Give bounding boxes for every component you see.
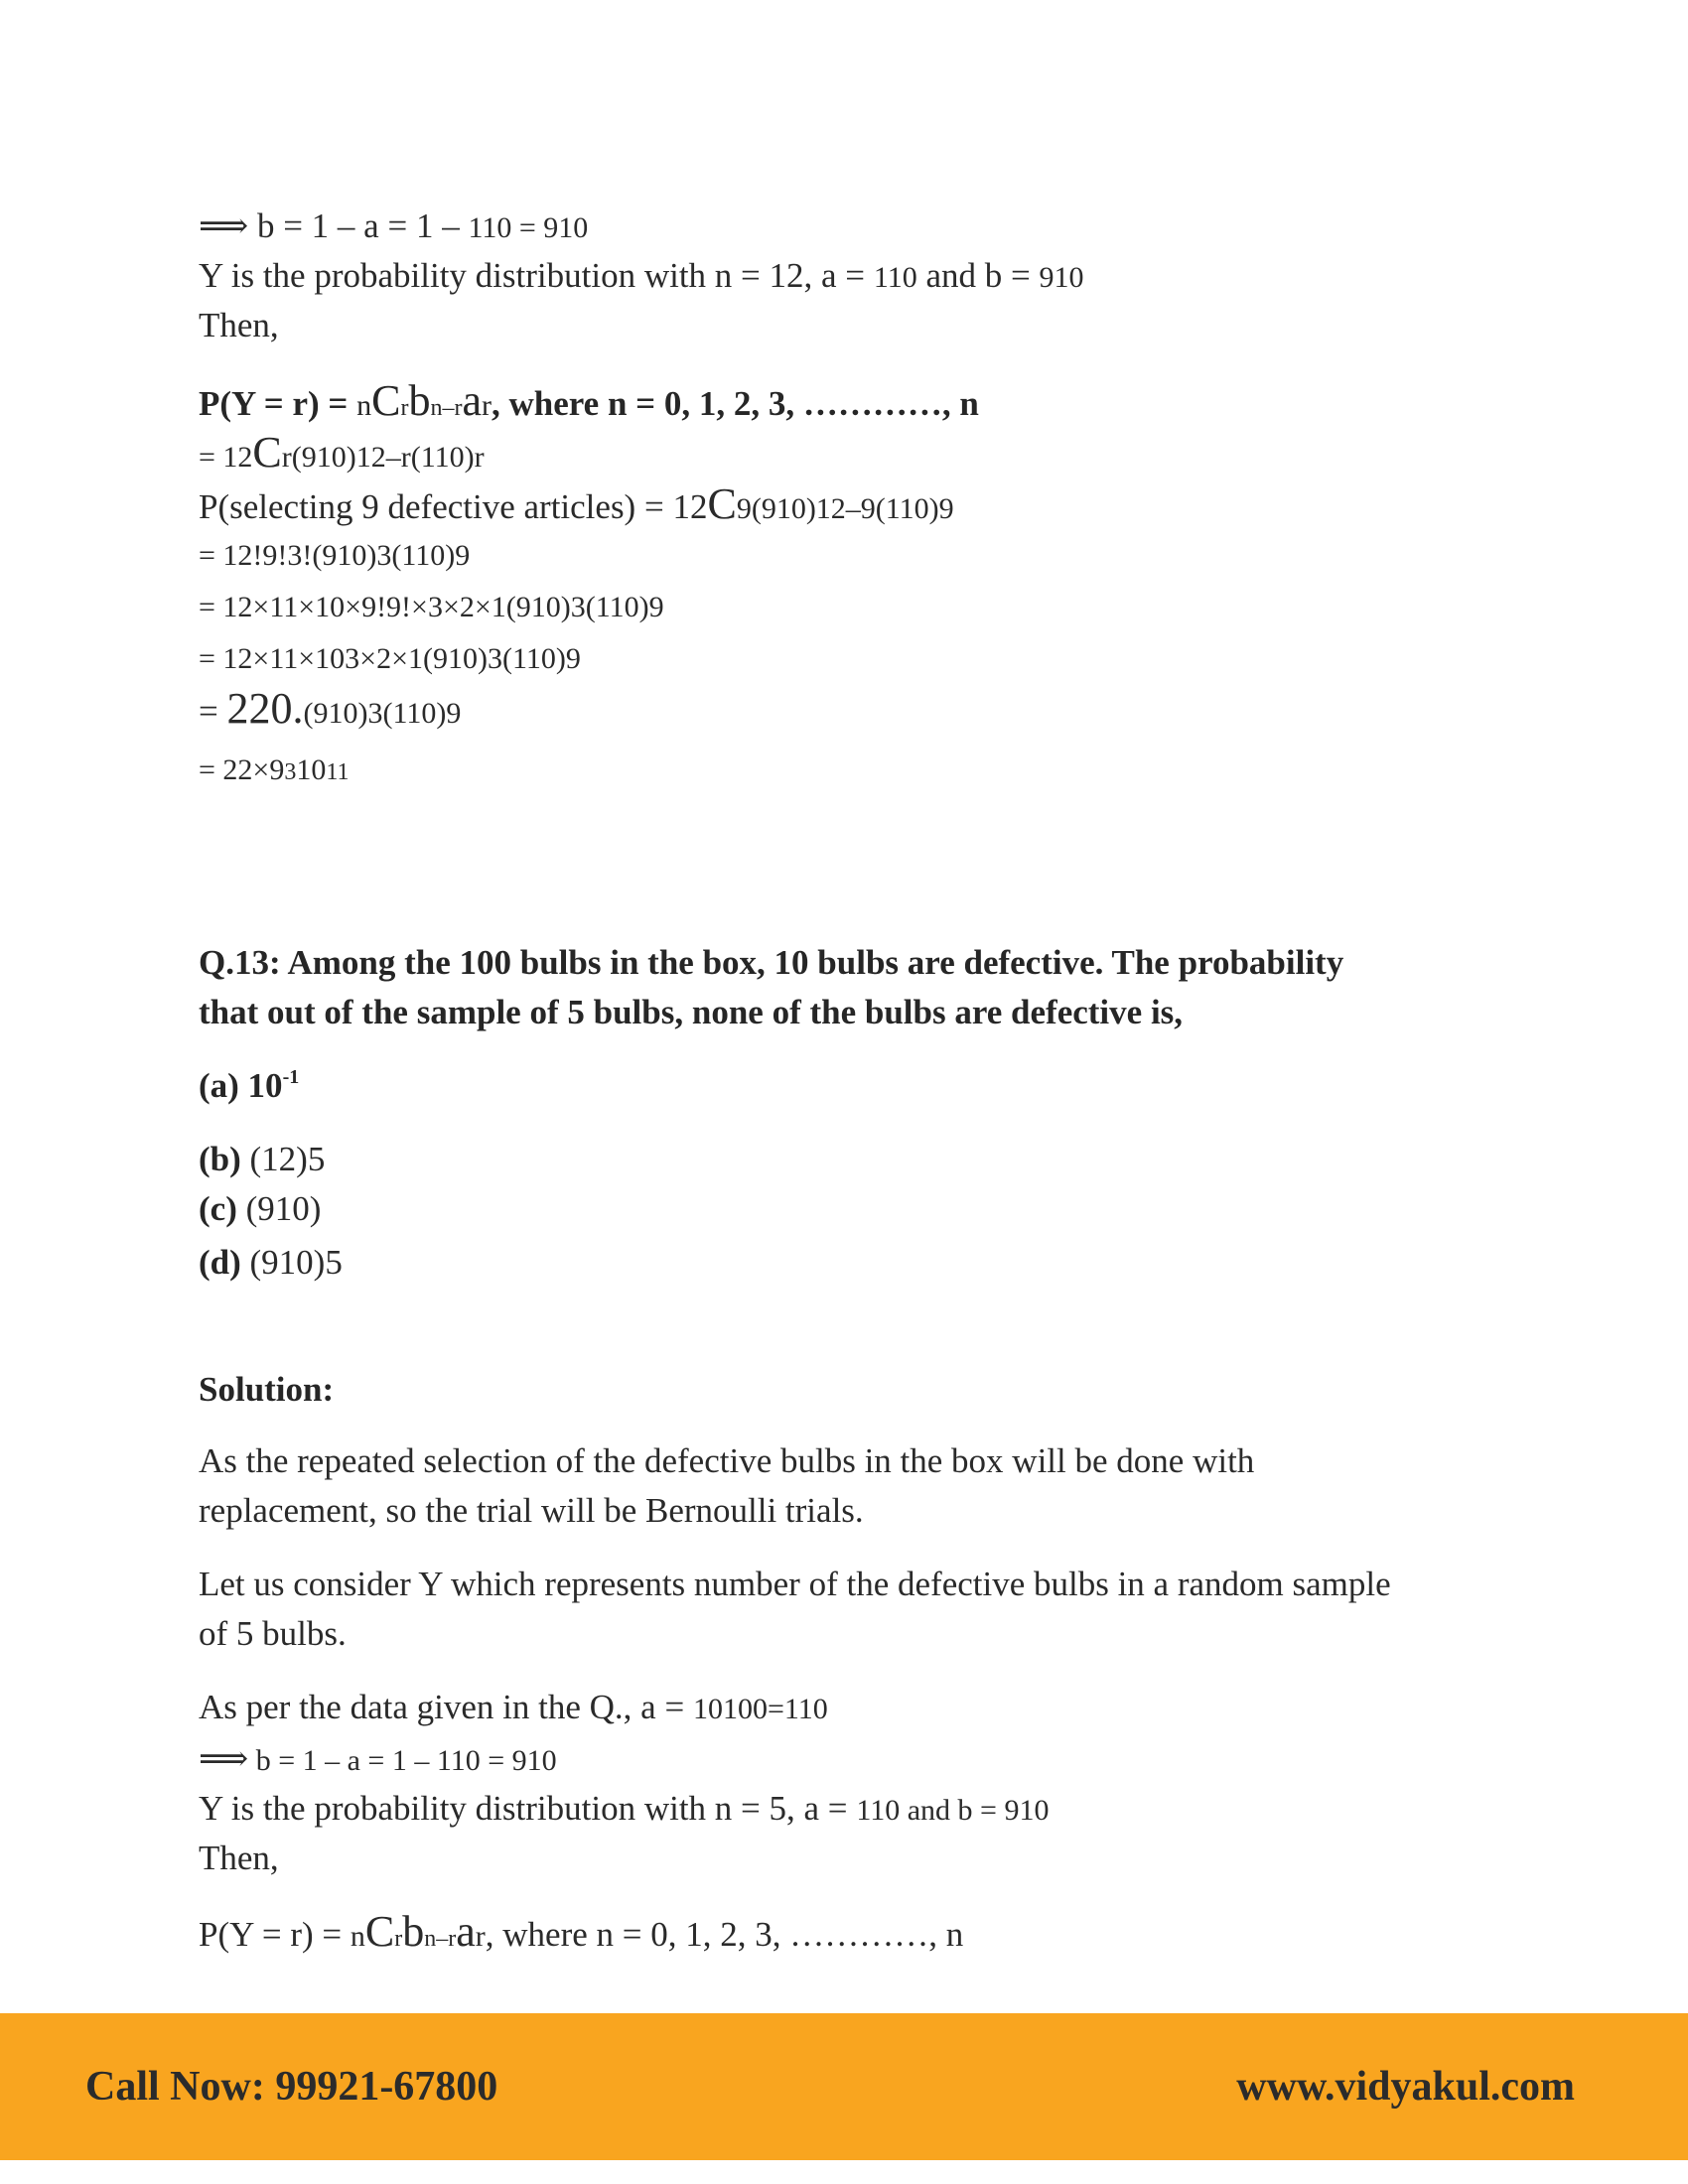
question-line-1: Q.13: Among the 100 bulbs in the box, 10 bulbs are defective. The probability	[199, 943, 1344, 982]
implies-arrow: ⟹	[199, 1739, 249, 1778]
eq-line-1: = 12Cr(910)12–r(110)r	[199, 428, 485, 477]
implies-line-1: ⟹ b = 1 – a = 1 – 110 = 910	[199, 206, 589, 245]
then-line-2: Then,	[199, 1839, 279, 1877]
solution-p1-line1: As the repeated selection of the defective bulbs in the box will be done with	[199, 1441, 1255, 1480]
option-a: (a) $10^{-1}$	[199, 1066, 300, 1105]
eq-line-5: = 12×11×103×2×1(910)3(110)9	[199, 642, 581, 675]
eq-line-7: = 22×931011	[199, 753, 350, 786]
solution-p1-line2: replacement, so the trial will be Bernoulli trials.	[199, 1491, 864, 1530]
eq-line-2: P(selecting 9 defective articles) = 12C9(910)12–9(110)9	[199, 479, 954, 528]
binomial-formula-2: P(Y = r) = nCrbn–rar, where n = 0, 1, 2, 3, …………, n	[199, 1907, 964, 1956]
solution-p2-line1: Let us consider Y which represents number of the defective bulbs in a random sample	[199, 1565, 1391, 1603]
distribution-line-2: Y is the probability distribution with n = 5, a = 110 and b = 910	[199, 1789, 1050, 1828]
footer-bar	[0, 2013, 1688, 2160]
distribution-line-1: Y is the probability distribution with n = 12, a = 110 and b = 910	[199, 256, 1084, 295]
eq-line-4: = 12×11×10×9!9!×3×2×1(910)3(110)9	[199, 591, 664, 623]
option-d: (d) (910)5	[199, 1243, 343, 1282]
solution-data-line: As per the data given in the Q., a = 10100=110	[199, 1688, 828, 1726]
solution-p2-line2: of 5 bulbs.	[199, 1614, 347, 1653]
question-line-2: that out of the sample of 5 bulbs, none of the bulbs are defective is,	[199, 993, 1184, 1031]
implies-line-2: ⟹ b = 1 – a = 1 – 110 = 910	[199, 1739, 557, 1778]
then-line-1: Then,	[199, 306, 279, 344]
website-link[interactable]: www.vidyakul.com	[1236, 2064, 1575, 2110]
solution-heading: Solution:	[199, 1370, 335, 1409]
call-now-text[interactable]: Call Now: 99921-67800	[85, 2064, 498, 2110]
option-c: (c) (910)	[199, 1189, 322, 1228]
binomial-formula-1: P(Y = r) = nCrbn–rar, where n = 0, 1, 2, 3, …………, n	[199, 376, 979, 425]
eq-line-3: = 12!9!3!(910)3(110)9	[199, 539, 471, 572]
option-b: (b) (12)5	[199, 1140, 326, 1178]
eq-line-6: = 220.(910)3(110)9	[199, 684, 462, 733]
implies-arrow: ⟹	[199, 206, 249, 245]
